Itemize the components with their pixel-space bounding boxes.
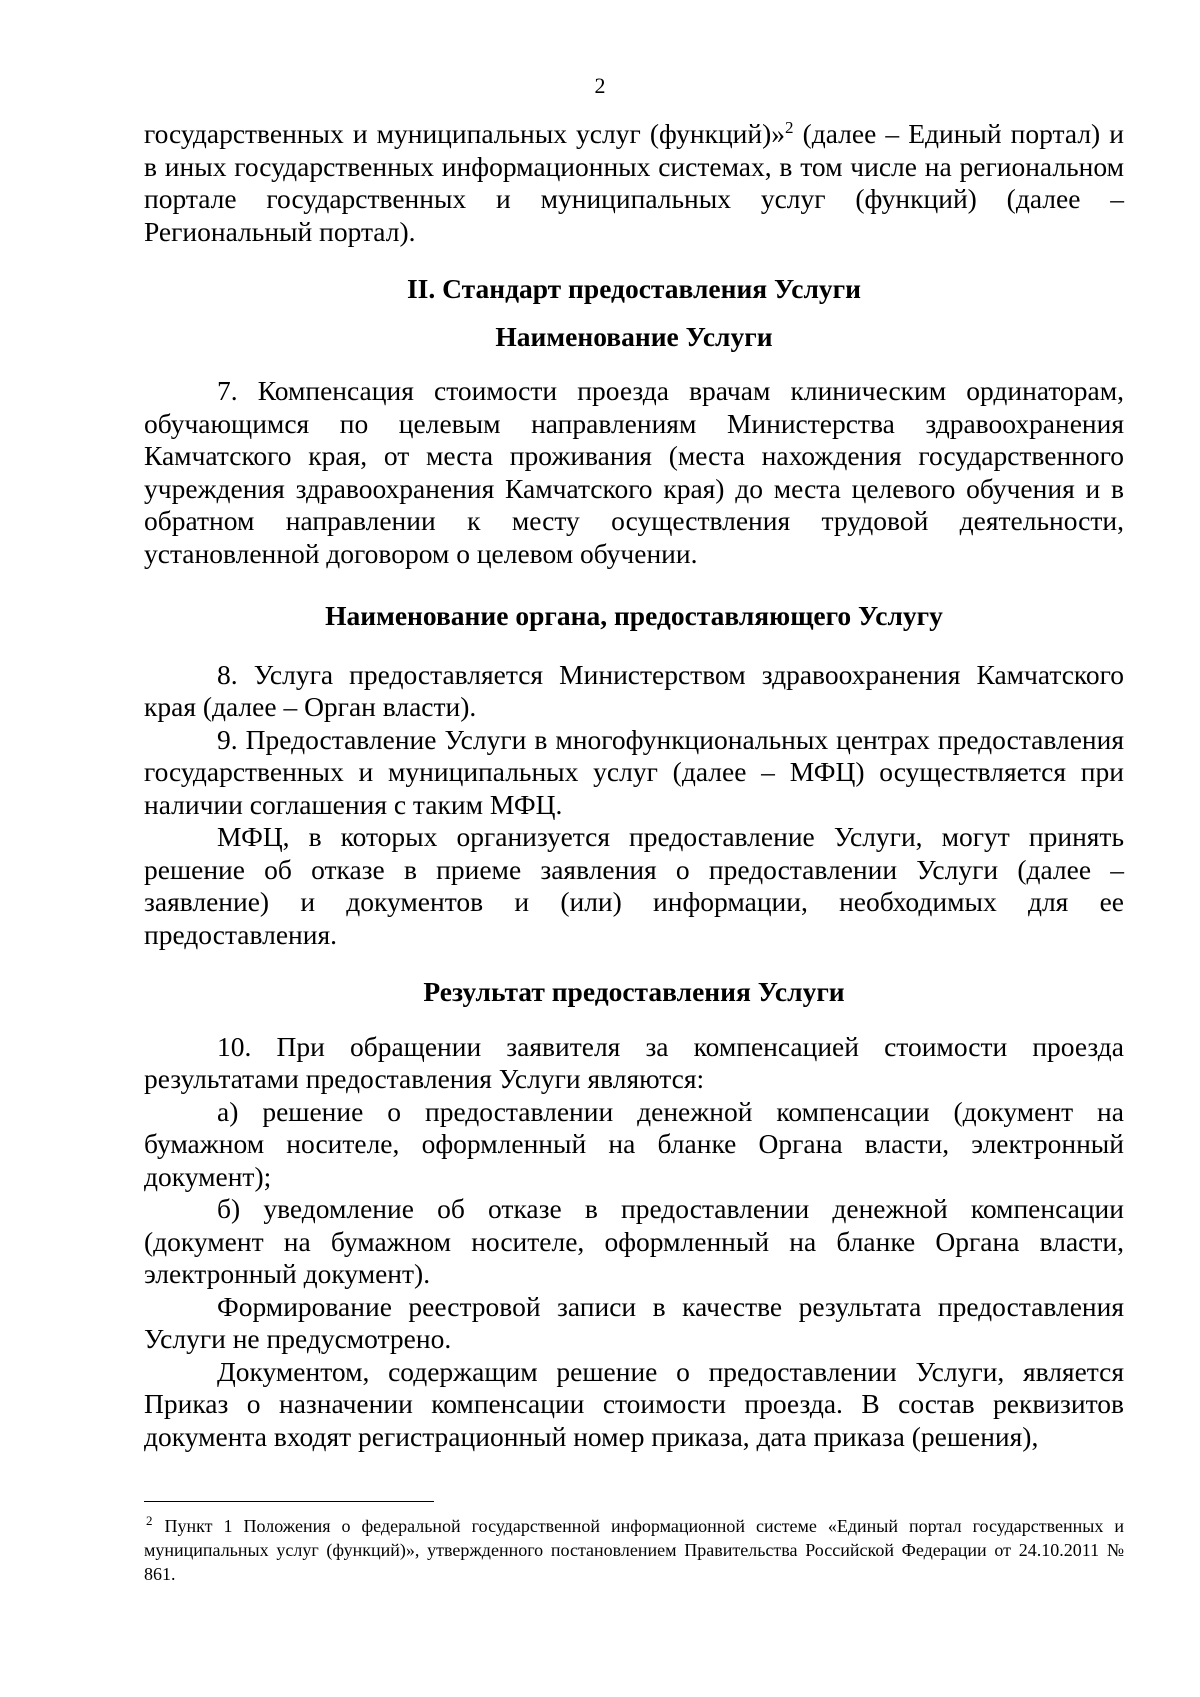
document-body — [144, 118, 1124, 1453]
intro-text-after: (далее – Единый портал) и в иных государственных информационных системах, в том числе на региональном портале государственных и муниципальных услуг (функций) (далее – Региональный портал). — [144, 118, 1124, 247]
paragraph-10: 10. При обращении заявителя за компенсацией стоимости проезда результатами предоставления Услуги являются: — [144, 1030, 1124, 1094]
footnote — [144, 1514, 1124, 1586]
footnote-reference: 2 — [785, 117, 794, 137]
paragraph-mfc: МФЦ, в которых организуется предоставление Услуги, могут принять решение об отказе в приеме заявления о предоставлении Услуги (далее – заявление) и документов и (или) информации, необходимых для ее предоставления. — [144, 821, 1124, 950]
intro-text-before: государственных и муниципальных услуг (функций)» — [144, 118, 786, 149]
list-item-a: а) решение о предоставлении денежной компенсации (документ на бумажном носителе, оформленный на бланке Органа власти, электронный документ); — [144, 1095, 1124, 1192]
page-number: 2 — [594, 73, 606, 98]
paragraph-registry: Формирование реестровой записи в качестве результата предоставления Услуги не предусмотрено. — [144, 1290, 1124, 1354]
paragraph-7: 7. Компенсация стоимости проезда врачам клиническим ординаторам, обучающимся по целевым направлениям Министерства здравоохранения Камчатского края, от места проживания (места нахождения государственного учреждения здравоохранения Камчатского края) до места целевого обучения и в обратном направлении к месту осуществления трудовой деятельности, установленной договором о целевом обучении. — [144, 375, 1124, 569]
paragraph-document: Документом, содержащим решение о предоставлении Услуги, является Приказ о назначении компенсации стоимости проезда. В состав реквизитов документа входят регистрационный номер приказа, дата приказа (решения), — [144, 1355, 1124, 1452]
footnote-text: Пункт 1 Положения о федеральной государственной информационной системе «Единый портал государственных и муниципальных услуг (функций)», утвержденного постановлением Правительства Российской Федерации от 24.10.2011 № 861. — [144, 1516, 1124, 1584]
section-title: II. Стандарт предоставления Услуги — [406, 273, 861, 304]
intro-paragraph — [144, 118, 1124, 248]
paragraph-8: 8. Услуга предоставляется Министерством здравоохранения Камчатского края (далее – Орган власти). — [144, 658, 1124, 722]
footnote-separator — [144, 1501, 434, 1502]
heading-organ: Наименование органа, предоставляющего Услугу — [325, 600, 943, 631]
paragraph-9: 9. Предоставление Услуги в многофункциональных центрах предоставления государственных и муниципальных услуг (далее – МФЦ) осуществляется при наличии соглашения с таким МФЦ. — [144, 723, 1124, 820]
footnote-mark: 2 — [146, 1513, 153, 1528]
heading-service-name: Наименование Услуги — [495, 320, 773, 352]
heading-result: Результат предоставления Услуги — [423, 976, 845, 1007]
list-item-b: б) уведомление об отказе в предоставлении денежной компенсации (документ на бумажном носителе, оформленный на бланке Органа власти, электронный документ). — [144, 1193, 1124, 1289]
